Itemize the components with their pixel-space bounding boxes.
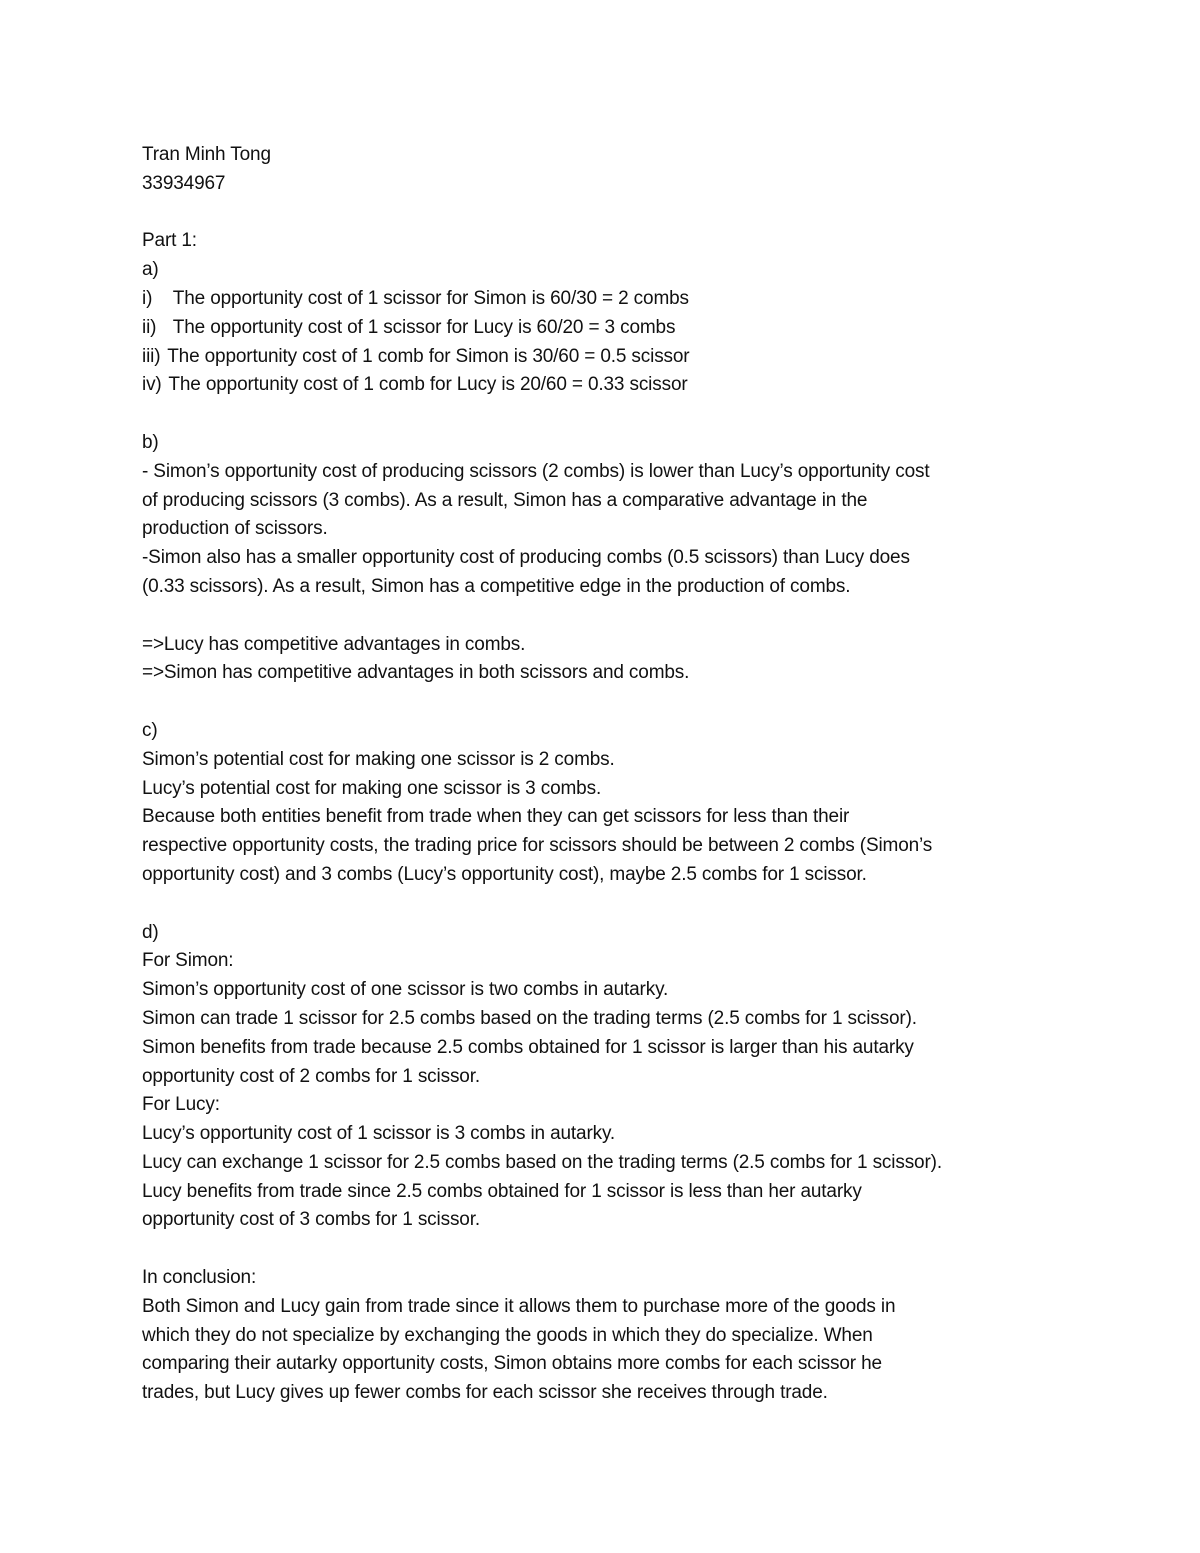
list-item-text: The opportunity cost of 1 scissor for Simon is 60/30 = 2 combs <box>172 287 689 309</box>
paragraph-line: trades, but Lucy gives up fewer combs for each scissor she receives through trade. <box>142 1382 828 1404</box>
spacer <box>142 602 1072 631</box>
document-body <box>142 141 1072 1408</box>
section-b-label: b) <box>142 431 159 453</box>
list-item <box>142 371 1072 400</box>
paragraph-line: (0.33 scissors). As a result, Simon has a competitive edge in the production of combs. <box>142 575 851 597</box>
paragraph-line: production of scissors. <box>142 518 328 540</box>
paragraph-line: comparing their autarky opportunity costs, Simon obtains more combs for each scissor he <box>142 1353 882 1375</box>
list-marker: iii) <box>142 345 161 367</box>
list-item <box>142 285 1072 314</box>
list-item <box>142 314 1072 343</box>
paragraph-line: - Simon’s opportunity cost of producing scissors (2 combs) is lower than Lucy’s opportunity cost <box>142 460 930 482</box>
paragraph-line: opportunity cost of 3 combs for 1 scissor. <box>142 1209 480 1231</box>
spacer <box>142 400 1072 429</box>
list-marker: ii) <box>142 316 157 338</box>
spacer <box>142 199 1072 228</box>
paragraph-line: -Simon also has a smaller opportunity cost of producing combs (0.5 scissors) than Lucy does <box>142 547 910 569</box>
conclusion-heading: In conclusion: <box>142 1267 257 1289</box>
paragraph-line: Simon can trade 1 scissor for 2.5 combs based on the trading terms (2.5 combs for 1 scissor). <box>142 1007 917 1029</box>
paragraph-line: opportunity cost) and 3 combs (Lucy’s opportunity cost), maybe 2.5 combs for 1 scissor. <box>142 863 867 885</box>
list-item-text: The opportunity cost of 1 scissor for Lucy is 60/20 = 3 combs <box>172 316 676 338</box>
student-id: 33934967 <box>142 172 226 194</box>
list-item-text: The opportunity cost of 1 comb for Simon is 30/60 = 0.5 scissor <box>167 345 690 367</box>
paragraph-line: For Simon: <box>142 950 234 972</box>
paragraph-line: Simon’s opportunity cost of one scissor is two combs in autarky. <box>142 979 669 1001</box>
section-c-label: c) <box>142 719 158 741</box>
author-name: Tran Minh Tong <box>142 144 271 165</box>
spacer <box>142 890 1072 919</box>
section-a-label: a) <box>142 259 159 281</box>
conclusion-line: =>Lucy has competitive advantages in combs. <box>142 633 526 655</box>
paragraph-line: Lucy’s opportunity cost of 1 scissor is 3 combs in autarky. <box>142 1123 616 1145</box>
spacer <box>142 688 1072 717</box>
list-marker: i) <box>142 287 153 309</box>
paragraph-line: of producing scissors (3 combs). As a result, Simon has a comparative advantage in the <box>142 489 868 511</box>
paragraph-line: Lucy can exchange 1 scissor for 2.5 combs based on the trading terms (2.5 combs for 1 scissor). <box>142 1151 942 1173</box>
part-title: Part 1: <box>142 230 197 252</box>
paragraph-line: which they do not specialize by exchanging the goods in which they do specialize. When <box>142 1324 873 1346</box>
paragraph-line: Because both entities benefit from trade when they can get scissors for less than their <box>142 806 850 828</box>
paragraph-line: respective opportunity costs, the trading price for scissors should be between 2 combs (Simon’s <box>142 835 933 857</box>
paragraph-line: For Lucy: <box>142 1094 220 1116</box>
list-item <box>142 343 1072 372</box>
paragraph-line: Simon’s potential cost for making one scissor is 2 combs. <box>142 748 615 770</box>
paragraph-line: Simon benefits from trade because 2.5 combs obtained for 1 scissor is larger than his autarky <box>142 1036 914 1058</box>
paragraph-line: Both Simon and Lucy gain from trade since it allows them to purchase more of the goods in <box>142 1295 896 1317</box>
paragraph-line: Lucy’s potential cost for making one scissor is 3 combs. <box>142 777 602 799</box>
section-d-label: d) <box>142 921 159 943</box>
list-marker: iv) <box>142 374 162 396</box>
paragraph-line: opportunity cost of 2 combs for 1 scissor. <box>142 1065 480 1087</box>
paragraph-line: Lucy benefits from trade since 2.5 combs obtained for 1 scissor is less than her autarky <box>142 1180 862 1202</box>
list-item-text: The opportunity cost of 1 comb for Lucy is 20/60 = 0.33 scissor <box>168 374 688 396</box>
spacer <box>142 1235 1072 1264</box>
conclusion-line: =>Simon has competitive advantages in both scissors and combs. <box>142 662 690 684</box>
